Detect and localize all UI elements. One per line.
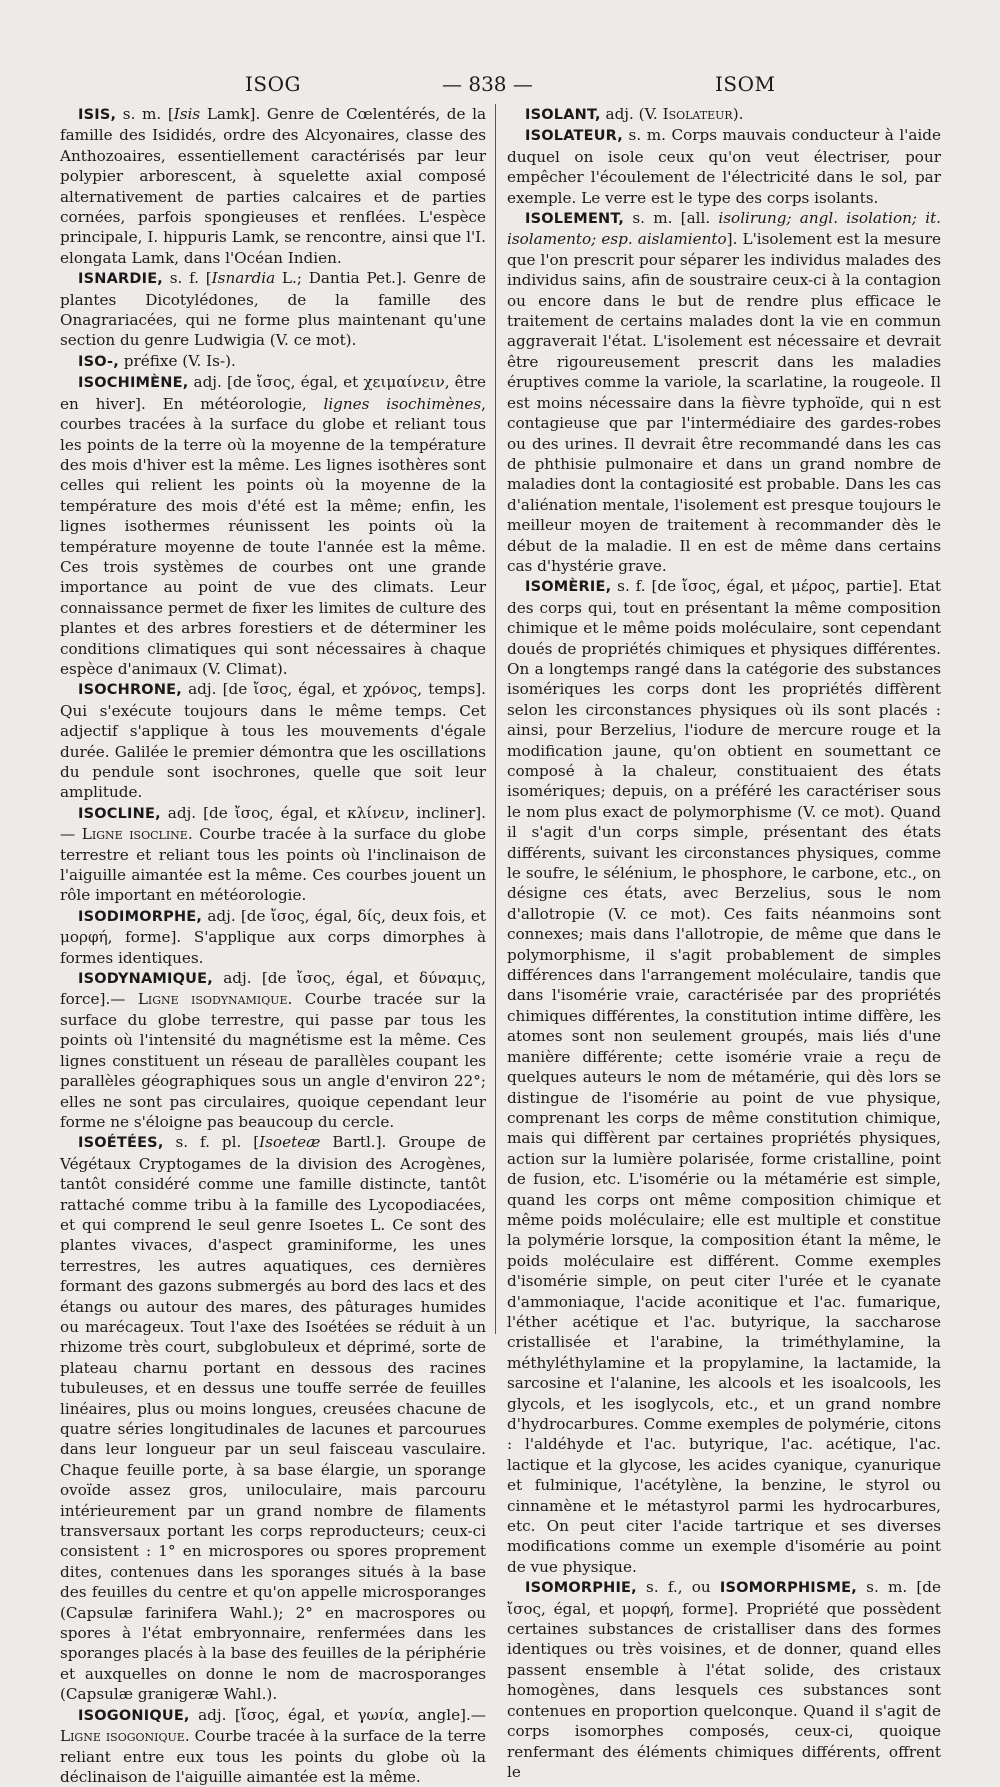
dictionary-entry <box>60 372 486 679</box>
headword: ISOCHRONE, <box>78 682 182 699</box>
entry-text: Qui s'exécute toujours dans le même temps. Cet adjectif s'applique à tous les mouvements d'égale durée. Galilée le premier démontra que les oscillations du pendule sont isochrones, quelle que soit leur amplitude. <box>60 701 486 802</box>
entry-lead-term: Ligne isodynamique. <box>137 990 293 1009</box>
entry-italic-term: lignes isochimènes <box>323 394 482 413</box>
entry-text: Corps mauvais conducteur à l'aide duquel on isole ceux qu'on veut électriser, pour empêcher l'écoulement de l'électricité dans le sol, par exemple. Le verre est le type des corps isolants. <box>507 126 941 207</box>
entry-pos: s. m. <box>623 126 672 145</box>
entry-text: , courbes tracées à la surface du globe et reliant tous les points de la terre où la moyenne de la température des mois d'hiver est la même. Les lignes isothères sont celles qui relient les points où la moyenne de la température des mois d'été est la même; enfin, les lignes isothermes réunissent les points où la température moyenne de toute l'année est la même. Ces trois systèmes de courbes ont une grande importance au point de vue des climats. Leur connaissance permet de fixer les limites de culture des plantes et des arbres forestiers et de déterminer les conditions climatiques qui sont nécessaires à chaque espèce d'animaux (V. Climat). <box>60 394 486 678</box>
entry-text: L.; Dantia Pet.]. Genre de plantes Dicotylédones, de la famille des Onagrariacées, qui ne forme plus maintenant qu'une section du genre Ludwigia (V. ce mot). <box>60 269 486 350</box>
entry-pos: s. m. [ <box>116 105 174 123</box>
entry-text: Lamk]. Genre de Cœlentérés, de la famille des Isididés, ordre des Alcyonaires, classe des Anthozoaires, essentiellement caractérisés par leur polypier arborescent, à squelette axial composé alternativement de parties calcaires et de parties cornées, parfois spongieuses et renflées. L'espèce principale, I. hippuris Lamk, se rencontre, ainsi que l'I. elongata Lamk, dans l'Océan Indien. <box>60 105 487 267</box>
entry-pos: préfixe (V. Is-). <box>118 351 236 370</box>
dictionary-entry <box>60 803 486 906</box>
entry-pos: s. m. [all. <box>624 209 719 228</box>
page-number: — 838 — <box>442 72 533 96</box>
entry-pos: adj. [de ἴσος, égal, et κλίνειν, incliner]. — <box>60 803 486 844</box>
column-divider <box>495 104 496 1334</box>
entry-text: s. m. [de ἴσος, égal, et μορφή, forme]. Propriété que possèdent certaines substances de cristalliser dans des formes identiques ou très voisines, et de donner, quand elles passent ensemble à l'état solide, des cristaux homogènes, dans lesquels ces substances sont contenues en proportion quelconque. Quand il s'agit de corps isomorphes composés, ceux-ci, quoique renfermant des éléments chimiques différents, offrent le <box>507 1578 941 1781</box>
entry-pos: s. f. [ <box>163 269 212 288</box>
entry-pos: adj. [ἴσος, égal, et γωνία, angle].— <box>189 1705 486 1724</box>
entry-pos: s. f. [de ἴσος, égal, et μέρος, partie]. <box>611 577 909 596</box>
left-column <box>60 104 486 1787</box>
dictionary-entry <box>507 208 941 576</box>
entry-pos: adj. [de ἴσος, égal, δίς, deux fois, et μορφή, forme]. <box>60 906 486 947</box>
entry-text: S'applique aux corps dimorphes à formes identiques. <box>60 928 487 967</box>
header-right-guide-word: ISOM <box>715 72 776 96</box>
entry-pos: adj. (V. <box>600 105 663 123</box>
headword: ISOLATEUR, <box>525 128 624 145</box>
dictionary-entry <box>60 1705 486 1787</box>
dictionary-entry <box>60 268 486 351</box>
entry-pos: adj. [de ἴσος, égal, et χρόνος, temps]. <box>181 680 486 699</box>
entry-italic-term: Isis <box>173 105 201 123</box>
entry-italic-term: Isoeteæ <box>259 1133 321 1152</box>
entry-italic-term: isolirung; angl. isolation; it. isolamento; esp. aislamiento <box>507 209 941 249</box>
right-column <box>507 104 941 1782</box>
headword: ISOCHIMÈNE, <box>78 375 189 392</box>
entry-pos: s. f. pl. [ <box>163 1133 260 1152</box>
headword: ISOMÈRIE, <box>525 579 612 596</box>
dictionary-entry <box>507 104 941 125</box>
dictionary-entry <box>60 906 486 968</box>
headword: ISOGONIQUE, <box>78 1707 190 1724</box>
entry-text: Courbe tracée sur la surface du globe terrestre, qui passe par tous les points où l'intensité du magnétisme est la même. Ces lignes constituent un réseau de parallèles coupant les parallèles géographiques sous un angle d'environ 22°; elles ne sont pas circulaires, quoique cependant leur forme ne s'éloigne pas beaucoup du cercle. <box>60 990 486 1131</box>
entry-text: ]. L'isolement est la mesure que l'on prescrit pour séparer les individus malades des individus sains, afin de soustraire ceux-ci à la contagion ou encore dans le but de rendre plus efficace le traitement de certains malades dont la vie en commun aggraverait l'état. L'isolement est nécessaire et devrait être rigoureusement prescrit dans les maladies éruptives comme la variole, la scarlatine, la rougeole. Il est moins nécessaire dans la fièvre typhoïde, qui n est contagieuse que par l'intermédiaire des gardes-robes ou des urines. Il devrait être recommandé dans les cas de phthisie pulmonaire et dans un grand nombre de maladies dont la contagiosité est probable. Dans les cas d'aliénation mentale, l'isolement est presque toujours le meilleur moyen de traitement à recommander dès le début de la maladie. Il en est de même dans certains cas d'hystérie grave. <box>507 230 942 575</box>
entry-text: Courbe tracée à la surface du globe terrestre et reliant tous les points où l'inclinaison de l'aiguille aimantée est la même. Ces courbes jouent un rôle important en météorologie. <box>60 825 487 905</box>
entry-text: Bartl.]. Groupe de Végétaux Cryptogames de la division des Acrogènes, tantôt considéré comme une famille distincte, tantôt rattaché comme tribu à la famille des Lycopodiacées, et qui comprend le seul genre Isoetes L. Ce sont des plantes vivaces, d'aspect graminiforme, les unes terrestres, les autres aquatiques, ces dernières formant des gazons submergés au bord des lacs et des étangs ou autour des mares, des pâturages humides ou marécageux. Tout l'axe des Isoétées se réduit à un rhizome très court, subglobuleux et déprimé, sorte de plateau charnu portant en dessous des racines tubuleuses, et en dessus une touffe serrée de feuilles linéaires, plus ou moins longues, creusées chacune de quatre séries longitudinales de lacunes et parcourues dans leur longueur par un seul faisceau vasculaire. Chaque feuille porte, à sa base élargie, un sporange ovoïde assez gros, uniloculaire, mais parcouru intérieurement par un grand nombre de filaments transversaux portant les corps reproducteurs; ceux-ci consistent : 1° en microspores ou spores proprement dites, contenues dans les sporanges situés à la base des feuilles du centre et qu'on appelle microsporanges (Capsulæ farinifera Wahl.); 2° en macrospores ou spores à l'état embryonnaire, renfermées dans les sporanges placés à la base des feuilles de la périphérie et auxquelles on donne le nom de macrosporanges (Capsulæ granigeræ Wahl.). <box>60 1133 486 1704</box>
headword: ISO-, <box>78 353 119 370</box>
headword: ISOLANT, <box>525 107 601 123</box>
entry-lead-term: Ligne isogonique. <box>60 1727 190 1746</box>
headword: ISOMORPHIE, <box>525 1580 637 1597</box>
dictionary-entry <box>507 576 941 1577</box>
entry-italic-term: Isnardia <box>211 269 276 288</box>
entry-text: Courbe tracée à la surface de la terre reliant entre eux tous les points du globe où la déclinaison de l'aiguille aimantée est la même. <box>60 1727 486 1786</box>
headword: ISODIMORPHE, <box>78 908 203 925</box>
dictionary-entry <box>60 679 486 802</box>
headword: ISIS, <box>78 107 117 123</box>
dictionary-entry <box>60 351 486 372</box>
headword: ISNARDIE, <box>78 271 164 288</box>
header-left-guide-word: ISOG <box>245 72 301 96</box>
headword: ISOLEMENT, <box>525 211 625 228</box>
dictionary-entry <box>60 1132 486 1704</box>
dictionary-entry <box>60 104 486 268</box>
entry-text: Etat des corps qui, tout en présentant la même composition chimique et le même poids moléculaire, sont cependant doués de propriétés chimiques et physiques différentes. On a longtemps rangé dans la catégorie des substances isomériques les corps dont les propriétés diffèrent selon les circonstances physiques où ils sont placés : ainsi, pour Berzelius, l'iodure de mercure rouge et la modification jaune, qu'on obtient en soumettant ce composé à la chaleur, constituaient des états isomériques; depuis, on a préféré les caractériser sous le nom plus exact de polymorphisme (V. ce mot). Quand il s'agit d'un corps simple, présentant des états différents, suivant les circonstances physiques, comme le soufre, le sélénium, le phosphore, le carbone, etc., on désigne ces états, avec Berzelius, sous le nom d'allotropie (V. ce mot). Ces faits néanmoins sont connexes; mais dans l'allotropie, de même que dans le polymorphisme, il s'agit probablement de simples différences dans l'arrangement moléculaire, tandis que dans l'isomérie vraie, caractérisée par des propriétés chimiques différentes, la constitution intime diffère, les atomes sont non seulement groupés, mais liés d'une manière différente; cette isomérie vraie a reçu de quelques auteurs le nom de métamérie, qui dès lors se distingue de l'isomérie au point de vue physique, comprenant les corps de même constitution chimique, mais qui diffèrent par certaines propriétés physiques, action sur la lumière polarisée, forme cristalline, point de fusion, etc. L'isomérie ou la métamérie est simple, quand les corps ont même composition chimique et même poids moléculaire; elle est multiple et constitue la polymérie lorsque, la composition étant la même, le poids moléculaire est différent. Comme exemples d'isomérie simple, on peut citer l'urée et le cyanate d'ammoniaque, l'acide aconitique et l'ac. fumarique, l'éther acétique et l'ac. butyrique, la saccharose cristallisée et l'arabine, la triméthylamine, la méthyléthylamine et la propylamine, la lactamide, la sarcosine et l'alanine, les alcools et les isoalcools, les glycols, et les isoglycols, etc., et un grand nombre d'hydrocarbures. Comme exemples de polymérie, citons : l'aldéhyde et l'ac. butyrique, l'ac. acétique, l'ac. lactique et la glycose, les acides cyanique, cyanurique et fulminique, l'acétylène, la benzine, le styrol ou cinnamène et le métastyrol parmi les hydrocarbures, etc. On peut citer l'acide tartrique et ses diverses modifications comme un exemple d'isomérie au point de vue physique. <box>507 577 941 1576</box>
entry-pos: adj. [de ἴσος, égal, et δύναμις, force].— <box>60 969 486 1009</box>
headword: ISODYNAMIQUE, <box>78 971 213 988</box>
entry-text: ). <box>732 105 744 123</box>
dictionary-entry <box>507 1577 941 1782</box>
headword: ISOCLINE, <box>78 805 161 822</box>
entry-pos: adj. [de ἴσος, égal, et χειμαίνειν, être en hiver]. En météorologie, <box>60 373 486 413</box>
entry-lead-term: Ligne isocline. <box>81 825 193 844</box>
headword-alt: ISOMORPHISME, <box>719 1580 857 1597</box>
page-header <box>60 64 940 104</box>
entry-pos: s. f., ou <box>636 1578 720 1597</box>
entry-lead-term: Isolateur <box>662 105 733 123</box>
dictionary-entry <box>60 968 486 1132</box>
dictionary-entry <box>507 125 941 208</box>
headword: ISOÉTÉES, <box>78 1135 164 1152</box>
